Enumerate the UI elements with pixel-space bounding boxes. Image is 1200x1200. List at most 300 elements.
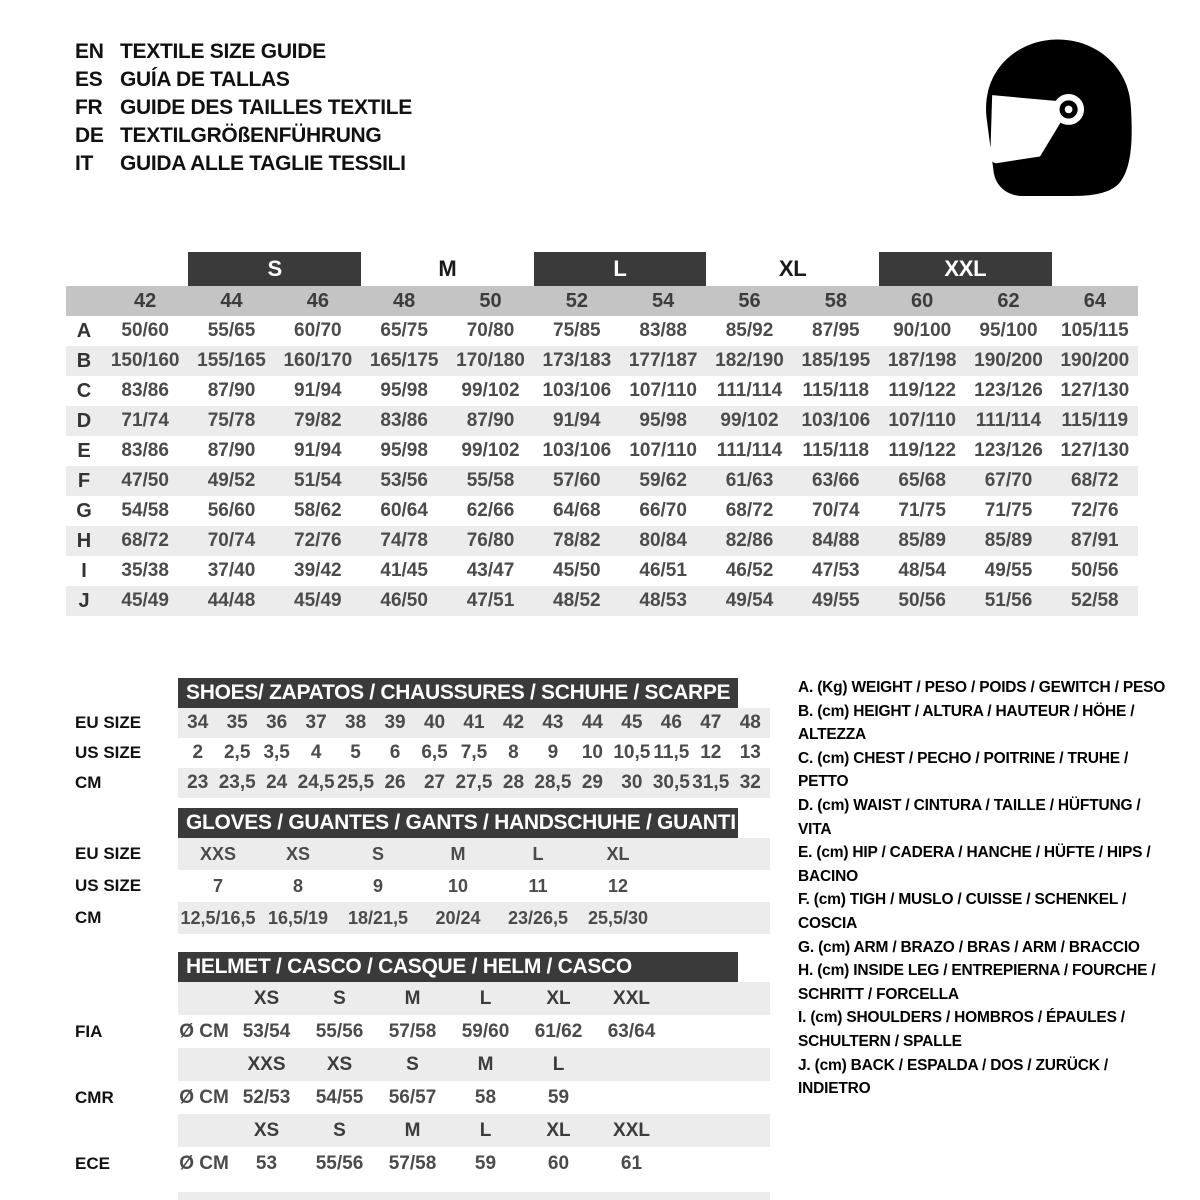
numeric-size-row: [66, 286, 1138, 316]
legend-item: G. (cm) ARM / BRAZO / BRAS / ARM / BRACCIO: [798, 938, 1140, 956]
value-cell: 16,5/19: [267, 907, 329, 928]
size-header-cell: 48: [393, 289, 416, 312]
size-value-cell: 160/170: [283, 350, 353, 371]
value-cell: 18/21,5: [347, 907, 409, 928]
size-value-cell: 48/54: [898, 560, 946, 581]
size-value-cell: 45/50: [553, 560, 601, 581]
size-value-cell: 111/114: [716, 380, 783, 401]
row-cells: [178, 1015, 770, 1048]
size-value-cell: 185/195: [801, 350, 871, 371]
value-cell: 6: [389, 742, 401, 763]
size-header-cell: XS: [253, 1119, 280, 1141]
size-value-cell: 72/76: [294, 530, 342, 551]
size-value-cell: 87/90: [207, 380, 256, 401]
size-value-cell: 150/160: [110, 350, 180, 371]
size-value-cell: 48/53: [639, 590, 687, 611]
value-cell: 31,5: [692, 772, 730, 793]
size-header-cell: 56: [738, 289, 761, 312]
subtable-title: SHOES/ ZAPATOS / CHAUSSURES / SCHUHE / SCARPE: [178, 678, 738, 708]
size-value-cell: 177/187: [628, 350, 698, 371]
size-value-cell: 61/63: [725, 470, 774, 491]
size-value-cell: 74/78: [380, 530, 428, 551]
table-row: [66, 316, 1138, 346]
value-cell: 59/60: [461, 1020, 510, 1042]
size-value-cell: 47/50: [121, 470, 169, 491]
value-cell: 39: [384, 712, 406, 733]
size-value-cell: 80/84: [639, 530, 687, 551]
value-cell: 63/64: [607, 1020, 656, 1042]
row-cells: [178, 738, 770, 768]
size-row-label: A: [76, 319, 92, 342]
size-value-cell: 68/72: [725, 500, 774, 521]
size-value-cell: 165/175: [369, 350, 439, 371]
row-label: [75, 982, 178, 1015]
legend-item: D. (cm) WAIST / CINTURA / TAILLE / HÜFTUNG / VITA: [798, 796, 1141, 838]
size-value-cell: 91/94: [294, 440, 342, 461]
size-value-cell: 56/60: [207, 500, 256, 521]
size-value-cell: 55/65: [207, 320, 256, 341]
size-row-label: F: [77, 469, 91, 492]
size-value-cell: 51/54: [294, 470, 342, 491]
size-value-cell: 63/66: [812, 470, 860, 491]
legend-item: I. (cm) SHOULDERS / HOMBROS / ÉPAULES / SCHULTERN / SPALLE: [798, 1009, 1125, 1050]
value-cell: 23: [187, 772, 209, 793]
language-code: DE: [75, 124, 104, 147]
size-value-cell: 57/60: [553, 470, 601, 491]
size-value-cell: 47/53: [812, 560, 860, 581]
size-header-cell: M: [404, 1119, 421, 1141]
size-value-cell: 111/114: [975, 410, 1042, 431]
size-value-cell: 87/91: [1071, 530, 1119, 551]
value-cell: 52/53: [242, 1086, 291, 1108]
size-value-cell: 59/62: [639, 470, 687, 491]
value-cell: 32: [739, 772, 761, 793]
value-cell: 43: [542, 712, 564, 733]
size-value-cell: 78/82: [553, 530, 601, 551]
size-value-cell: 115/118: [802, 380, 870, 401]
value-cell: 9: [547, 742, 559, 763]
size-value-cell: 70/74: [207, 530, 256, 551]
size-value-cell: 49/52: [207, 470, 256, 491]
size-value-cell: 50/60: [121, 320, 169, 341]
size-value-cell: 85/89: [898, 530, 946, 551]
value-cell: XL: [606, 843, 630, 864]
size-header-cell: 64: [1083, 289, 1106, 312]
table-row: [66, 586, 1138, 616]
size-value-cell: 103/106: [542, 380, 612, 401]
row-label: EU SIZE: [75, 713, 142, 732]
value-cell: 36: [266, 712, 288, 733]
size-group-box: L: [534, 252, 707, 286]
bottom-strip: [178, 1192, 770, 1200]
value-cell: 57/58: [388, 1152, 437, 1174]
value-cell: 53: [255, 1152, 278, 1174]
legend-item: J. (cm) BACK / ESPALDA / DOS / ZURÜCK / INDIETRO: [798, 1056, 1108, 1098]
row-cells: [178, 1114, 770, 1147]
size-value-cell: 65/68: [898, 470, 946, 491]
size-value-cell: 39/42: [294, 560, 342, 581]
size-value-cell: 67/70: [984, 470, 1033, 491]
size-value-cell: 85/89: [984, 530, 1033, 551]
value-cell: 61/62: [534, 1020, 583, 1042]
size-value-cell: 70/74: [812, 500, 860, 521]
value-cell: 53/54: [242, 1020, 291, 1042]
size-value-cell: 54/58: [121, 500, 169, 521]
size-value-cell: 107/110: [888, 410, 956, 431]
size-value-cell: 107/110: [629, 380, 697, 401]
size-value-cell: 71/75: [898, 500, 946, 521]
size-value-cell: 46/50: [380, 590, 428, 611]
size-value-cell: 49/55: [812, 590, 860, 611]
size-value-cell: 68/72: [1071, 470, 1119, 491]
legend-item: H. (cm) INSIDE LEG / ENTREPIERNA / FOURCHE / SCHRITT / FORCELLA: [798, 962, 1156, 1003]
value-cell: 60: [547, 1152, 570, 1174]
legend-item: E. (cm) HIP / CADERA / HANCHE / HÜFTE / HIPS / BACINO: [798, 844, 1151, 885]
size-row-label: I: [81, 559, 87, 582]
value-cell: 28: [502, 772, 525, 793]
size-value-cell: 49/55: [984, 560, 1033, 581]
language-title: TEXTILGRÖßENFÜHRUNG: [120, 124, 382, 147]
value-cell: 12: [700, 742, 722, 763]
table-row: [75, 902, 770, 934]
value-cell: 3,5: [263, 742, 290, 763]
value-cell: 27: [423, 772, 446, 793]
size-value-cell: 123/126: [974, 380, 1043, 401]
value-cell: 40: [423, 712, 446, 733]
size-value-cell: 105/115: [1061, 320, 1129, 341]
size-header-cell: 60: [911, 289, 934, 312]
size-value-cell: 53/56: [380, 470, 428, 491]
size-header-cell: XXL: [613, 1119, 650, 1141]
table-row: [66, 406, 1138, 436]
size-value-cell: 43/47: [466, 560, 515, 581]
value-cell: 34: [187, 712, 209, 733]
size-value-cell: 72/76: [1071, 500, 1119, 521]
row-cells: [178, 838, 770, 870]
helmet-size-table: [75, 952, 770, 1180]
measurement-rows: [66, 316, 1138, 616]
language-title: TEXTILE SIZE GUIDE: [120, 40, 326, 63]
size-value-cell: 103/106: [801, 410, 871, 431]
table-row: [66, 436, 1138, 466]
language-title: GUIDE DES TAILLES TEXTILE: [120, 96, 412, 119]
value-cell: 24: [266, 772, 288, 793]
size-value-cell: 190/200: [1060, 350, 1130, 371]
row-label: US SIZE: [75, 743, 142, 762]
size-value-cell: 111/114: [716, 440, 783, 461]
table-row: [75, 708, 770, 738]
value-cell: 30,5: [652, 772, 690, 793]
value-cell: 8: [508, 742, 519, 763]
size-header-cell: M: [404, 987, 421, 1009]
table-row: [66, 496, 1138, 526]
language-row: [75, 122, 412, 150]
value-cell: XS: [285, 843, 310, 864]
row-cells: [178, 902, 770, 934]
size-value-cell: 84/88: [812, 530, 860, 551]
value-cell: 42: [502, 712, 525, 733]
size-value-cell: 90/100: [893, 320, 952, 341]
value-cell: 10,5: [613, 742, 651, 763]
language-title-list: [75, 38, 412, 178]
size-value-cell: 115/118: [802, 440, 870, 461]
value-cell: 46: [660, 712, 682, 733]
table-row: [66, 466, 1138, 496]
size-value-cell: 82/86: [725, 530, 774, 551]
size-value-cell: 95/98: [639, 410, 687, 431]
language-row: [75, 94, 412, 122]
table-row: [66, 346, 1138, 376]
size-value-cell: 87/90: [207, 440, 256, 461]
size-value-cell: 71/75: [984, 500, 1033, 521]
row-label: CM: [75, 773, 102, 792]
gloves-table: [75, 808, 770, 934]
value-cell: 56/57: [388, 1086, 437, 1108]
value-cell: 61: [620, 1152, 643, 1174]
value-cell: 6,5: [421, 742, 448, 763]
size-value-cell: 119/122: [888, 440, 956, 461]
legend-item: C. (cm) CHEST / PECHO / POITRINE / TRUHE / PETTO: [798, 749, 1129, 791]
size-header-cell: L: [552, 1053, 565, 1075]
legend-item: A. (Kg) WEIGHT / PESO / POIDS / GEWITCH / PESO: [798, 679, 1166, 696]
value-cell: 5: [350, 742, 361, 763]
size-header-cell: 58: [824, 289, 847, 312]
language-row: [75, 150, 412, 178]
table-row: [75, 838, 770, 870]
size-group-row: [66, 252, 1138, 286]
size-value-cell: 50/56: [1071, 560, 1119, 581]
value-cell: 7: [212, 875, 223, 896]
value-cell: 28,5: [534, 772, 572, 793]
size-value-cell: 83/88: [639, 320, 687, 341]
size-value-cell: 48/52: [553, 590, 601, 611]
size-group-box: XL: [778, 256, 807, 281]
size-row-label: J: [78, 589, 90, 612]
size-value-cell: 55/58: [466, 470, 515, 491]
row-cells: [178, 768, 770, 798]
size-header-cell: S: [333, 1119, 346, 1141]
unit-cell: Ø CM: [179, 1086, 229, 1108]
size-value-cell: 41/45: [380, 560, 428, 581]
row-cells: [178, 1048, 770, 1081]
size-value-cell: 115/119: [1061, 410, 1129, 431]
row-cells: [178, 870, 770, 902]
size-value-cell: 76/80: [466, 530, 515, 551]
size-value-cell: 70/80: [466, 320, 515, 341]
size-value-cell: 95/98: [380, 440, 428, 461]
table-row: [66, 556, 1138, 586]
legend-item: B. (cm) HEIGHT / ALTURA / HAUTEUR / HÖHE / ALTEZZA: [798, 702, 1135, 744]
size-value-cell: 68/72: [121, 530, 169, 551]
value-cell: 25,5: [337, 772, 375, 793]
value-cell: 55/56: [315, 1020, 364, 1042]
size-header-cell: M: [477, 1053, 494, 1075]
size-value-cell: 87/90: [466, 410, 515, 431]
size-value-cell: 47/51: [466, 590, 515, 611]
size-value-cell: 95/98: [380, 380, 428, 401]
value-cell: 59: [547, 1086, 570, 1108]
value-cell: 10: [581, 742, 603, 763]
size-header-cell: L: [479, 1119, 492, 1141]
subtable-title: GLOVES / GUANTES / GANTS / HANDSCHUHE / GUANTI: [178, 808, 738, 838]
value-cell: 41: [463, 712, 485, 733]
size-header-cell: L: [479, 987, 492, 1009]
size-value-cell: 99/102: [720, 410, 779, 431]
size-value-cell: 99/102: [461, 440, 520, 461]
size-header-cell: XL: [546, 987, 571, 1009]
helmet-sizes-row: [75, 1048, 770, 1081]
size-header-cell: XXS: [247, 1053, 286, 1075]
table-row: [75, 1015, 770, 1048]
row-label: ECE: [75, 1153, 110, 1173]
size-header-cell: XL: [546, 1119, 571, 1141]
size-value-cell: 45/49: [294, 590, 342, 611]
value-cell: 59: [474, 1152, 497, 1174]
textile-size-table: [66, 252, 1138, 616]
size-value-cell: 51/56: [984, 590, 1033, 611]
measurement-legend: [798, 676, 1170, 1101]
size-header-cell: 52: [565, 289, 588, 312]
size-value-cell: 103/106: [542, 440, 612, 461]
size-header-cell: XS: [253, 987, 280, 1009]
size-value-cell: 107/110: [629, 440, 697, 461]
language-title: GUÍA DE TALLAS: [120, 68, 290, 91]
legend-item: F. (cm) TIGH / MUSLO / CUISSE / SCHENKEL / COSCIA: [798, 891, 1127, 932]
language-code: FR: [75, 96, 103, 119]
size-header-cell: XS: [326, 1053, 353, 1075]
size-row-label: H: [76, 529, 92, 552]
size-value-cell: 60/70: [294, 320, 342, 341]
value-cell: 58: [474, 1086, 497, 1108]
value-cell: 38: [345, 712, 367, 733]
size-value-cell: 50/56: [898, 590, 946, 611]
size-value-cell: 64/68: [553, 500, 601, 521]
table-row: [75, 870, 770, 902]
value-cell: 2: [192, 742, 204, 763]
row-label: US SIZE: [75, 876, 142, 895]
size-value-cell: 49/54: [725, 590, 774, 611]
language-code: IT: [75, 152, 94, 175]
subtable-title: HELMET / CASCO / CASQUE / HELM / CASCO: [178, 952, 738, 982]
value-cell: 30: [621, 772, 643, 793]
size-value-cell: 46/52: [725, 560, 774, 581]
size-header-cell: XXL: [613, 987, 650, 1009]
size-value-cell: 173/183: [542, 350, 612, 371]
size-value-cell: 91/94: [294, 380, 342, 401]
value-cell: 9: [372, 875, 383, 896]
language-row: [75, 38, 412, 66]
size-value-cell: 83/86: [121, 440, 169, 461]
value-cell: 7,5: [460, 742, 488, 763]
size-header-cell: 54: [652, 289, 675, 312]
value-cell: 37: [305, 712, 327, 733]
size-header-cell: S: [406, 1053, 419, 1075]
value-cell: L: [532, 843, 544, 864]
value-cell: 57/58: [388, 1020, 437, 1042]
size-value-cell: 85/92: [725, 320, 774, 341]
row-label: EU SIZE: [75, 844, 142, 863]
row-label: FIA: [75, 1021, 103, 1041]
value-cell: 10: [447, 875, 469, 896]
size-value-cell: 65/75: [380, 320, 428, 341]
size-value-cell: 83/86: [380, 410, 428, 431]
value-cell: M: [450, 843, 466, 864]
row-label: [75, 1048, 178, 1081]
value-cell: 11: [528, 875, 548, 896]
size-value-cell: 35/38: [121, 560, 169, 581]
size-value-cell: 45/49: [121, 590, 169, 611]
row-cells: [178, 982, 770, 1015]
value-cell: 11,5: [653, 742, 690, 763]
size-group-box: M: [438, 256, 457, 281]
value-cell: 47: [700, 712, 722, 733]
size-header-cell: 62: [997, 289, 1020, 312]
value-cell: 8: [292, 875, 303, 896]
size-value-cell: 190/200: [974, 350, 1043, 371]
size-value-cell: 87/95: [812, 320, 860, 341]
size-group-box: S: [188, 252, 361, 286]
helmet-sizes-row: [75, 982, 770, 1015]
table-row: [75, 768, 770, 798]
row-label: CM: [75, 908, 102, 927]
language-code: EN: [75, 40, 104, 63]
value-cell: 27,5: [455, 772, 493, 793]
value-cell: 20/24: [435, 907, 481, 928]
size-value-cell: 62/66: [466, 500, 515, 521]
value-cell: 23,5: [218, 772, 256, 793]
value-cell: 12: [607, 875, 629, 896]
size-value-cell: 170/180: [456, 350, 525, 371]
size-value-cell: 187/198: [887, 350, 957, 371]
helmet-sizes-row: [75, 1114, 770, 1147]
value-cell: 24,5: [297, 772, 335, 793]
size-value-cell: 155/165: [197, 350, 266, 371]
value-cell: 54/55: [315, 1086, 364, 1108]
row-label: [75, 1114, 178, 1147]
size-value-cell: 52/58: [1071, 590, 1119, 611]
value-cell: S: [371, 843, 384, 864]
size-value-cell: 127/130: [1060, 440, 1130, 461]
size-header-cell: 42: [134, 289, 157, 312]
table-row: [75, 1147, 770, 1180]
size-value-cell: 75/78: [207, 410, 256, 431]
size-value-cell: 91/94: [553, 410, 601, 431]
size-row-label: D: [76, 409, 92, 432]
value-cell: 44: [581, 712, 603, 733]
size-value-cell: 182/190: [715, 350, 784, 371]
language-code: ES: [75, 68, 103, 91]
helmet-icon: [972, 33, 1140, 201]
language-title: GUIDA ALLE TAGLIE TESSILI: [120, 152, 406, 175]
size-value-cell: 46/51: [639, 560, 687, 581]
size-value-cell: 119/122: [888, 380, 956, 401]
table-row: [75, 738, 770, 768]
size-header-cell: 50: [479, 289, 502, 312]
value-cell: 25,5/30: [587, 907, 649, 928]
size-value-cell: 99/102: [461, 380, 520, 401]
size-value-cell: 123/126: [974, 440, 1043, 461]
size-value-cell: 66/70: [639, 500, 687, 521]
unit-cell: Ø CM: [179, 1020, 229, 1042]
size-header-cell: 46: [306, 289, 329, 312]
value-cell: 55/56: [315, 1152, 364, 1174]
row-label: CMR: [75, 1087, 114, 1107]
size-value-cell: 58/62: [294, 500, 342, 521]
table-row: [75, 1081, 770, 1114]
value-cell: 26: [384, 772, 406, 793]
value-cell: 48: [739, 712, 761, 733]
size-value-cell: 127/130: [1060, 380, 1130, 401]
